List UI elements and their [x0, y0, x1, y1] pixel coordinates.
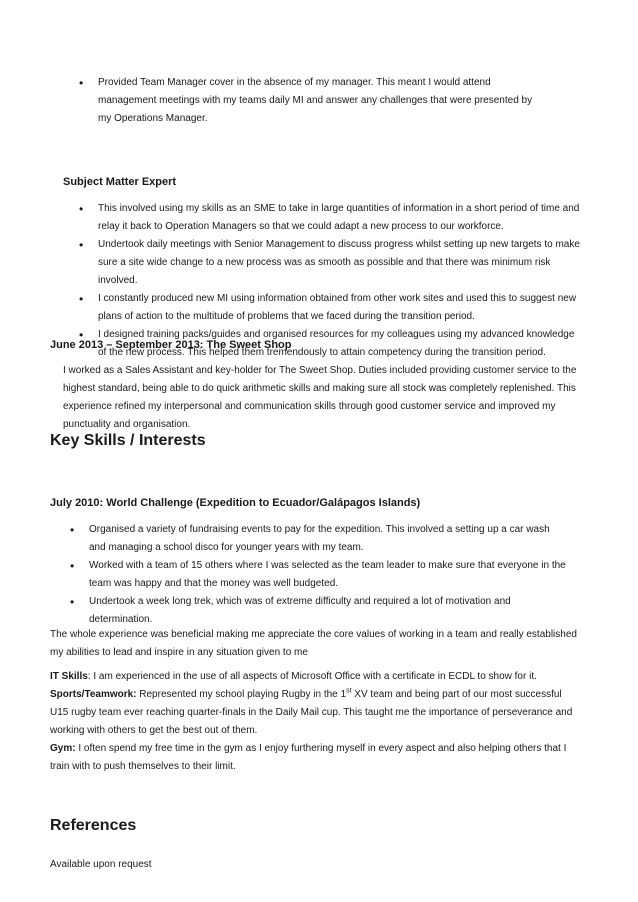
- world-challenge-list: [89, 521, 569, 629]
- sports-text-b: XV team and being part of our most successful U15 rugby team ever reaching quarter-finals in the Daily Mail cup. This taught me the importance of perseverance and working with others to get the best out of them.: [50, 689, 573, 736]
- gym-label: Gym:: [50, 743, 76, 754]
- sweetshop-heading: June 2013 – September 2013: The Sweet Shop: [50, 339, 292, 351]
- gym: [50, 740, 580, 776]
- it-skills-label: IT Skills: [50, 671, 88, 682]
- list-item: • I constantly produced new MI using information obtained from other work sites and used this to suggest new plans of action to the multitude of problems that we faced during the transition period.: [98, 290, 580, 326]
- it-skills: [50, 668, 580, 686]
- references-heading: References: [50, 817, 137, 834]
- references-text: Available upon request: [50, 859, 152, 870]
- sports-superscript: st: [346, 687, 352, 695]
- world-challenge-heading: July 2010: World Challenge (Expedition to Ecuador/Galápagos Islands): [50, 497, 421, 509]
- list-item: • Undertook daily meetings with Senior Management to discuss progress whilst setting up new targets to make sure a site wide change to a new process was as smooth as possible and that there was minimum risk involved.: [98, 236, 580, 290]
- gym-text: I often spend my free time in the gym as I enjoy furthering myself in every aspect and also helping others that I train with to push themselves to their limit.: [50, 743, 567, 772]
- sports-text-a: Represented my school playing Rugby in the 1: [136, 689, 347, 700]
- it-skills-text: : I am experienced in the use of all aspects of Microsoft Office with a certificate in ECDL to show for it.: [87, 671, 537, 682]
- sports-teamwork: [50, 686, 580, 740]
- list-item: • Provided Team Manager cover in the absence of my manager. This meant I would attend management meetings with my teams daily MI and answer any challenges that were presented by my Operations Manager.: [98, 74, 548, 128]
- world-challenge-summary: The whole experience was beneficial making me appreciate the core values of working in a team and really established my abilities to lead and inspire in any situation given to me: [50, 629, 577, 658]
- list-item: • This involved using my skills as an SME to take in large quantities of information in a short period of time and relay it back to Operation Managers so that we could adapt a new process to our workforce.: [98, 200, 580, 236]
- list-item: • Organised a variety of fundraising events to pay for the expedition. This involved a setting up a car wash and managing a school disco for younger years with my team.: [89, 521, 569, 557]
- sweetshop-paragraph: I worked as a Sales Assistant and key-holder for The Sweet Shop. Duties included providing customer service to the highest standard, being able to do quick arithmetic skills and making sure all stock was completely replenished. This experience refined my interpersonal and communication skills through good customer service and improved my punctuality and organisation.: [63, 365, 577, 430]
- skills-details: [50, 668, 580, 776]
- sports-label: Sports/Teamwork:: [50, 689, 137, 700]
- sme-heading: Subject Matter Expert: [63, 176, 177, 188]
- list-item: • Worked with a team of 15 others where I was selected as the team leader to make sure that everyone in the team was happy and that the money was well budgeted.: [89, 557, 569, 593]
- list-item: • Undertook a week long trek, which was of extreme difficulty and required a lot of motivation and determination.: [89, 593, 569, 629]
- list-item: • I designed training packs/guides and organised resources for my colleagues using my advanced knowledge of the new process. This helped them tremendously to attain competency during the transition period.: [98, 326, 580, 362]
- skills-heading: Key Skills / Interests: [50, 432, 206, 449]
- manager-cover-list: [98, 74, 548, 128]
